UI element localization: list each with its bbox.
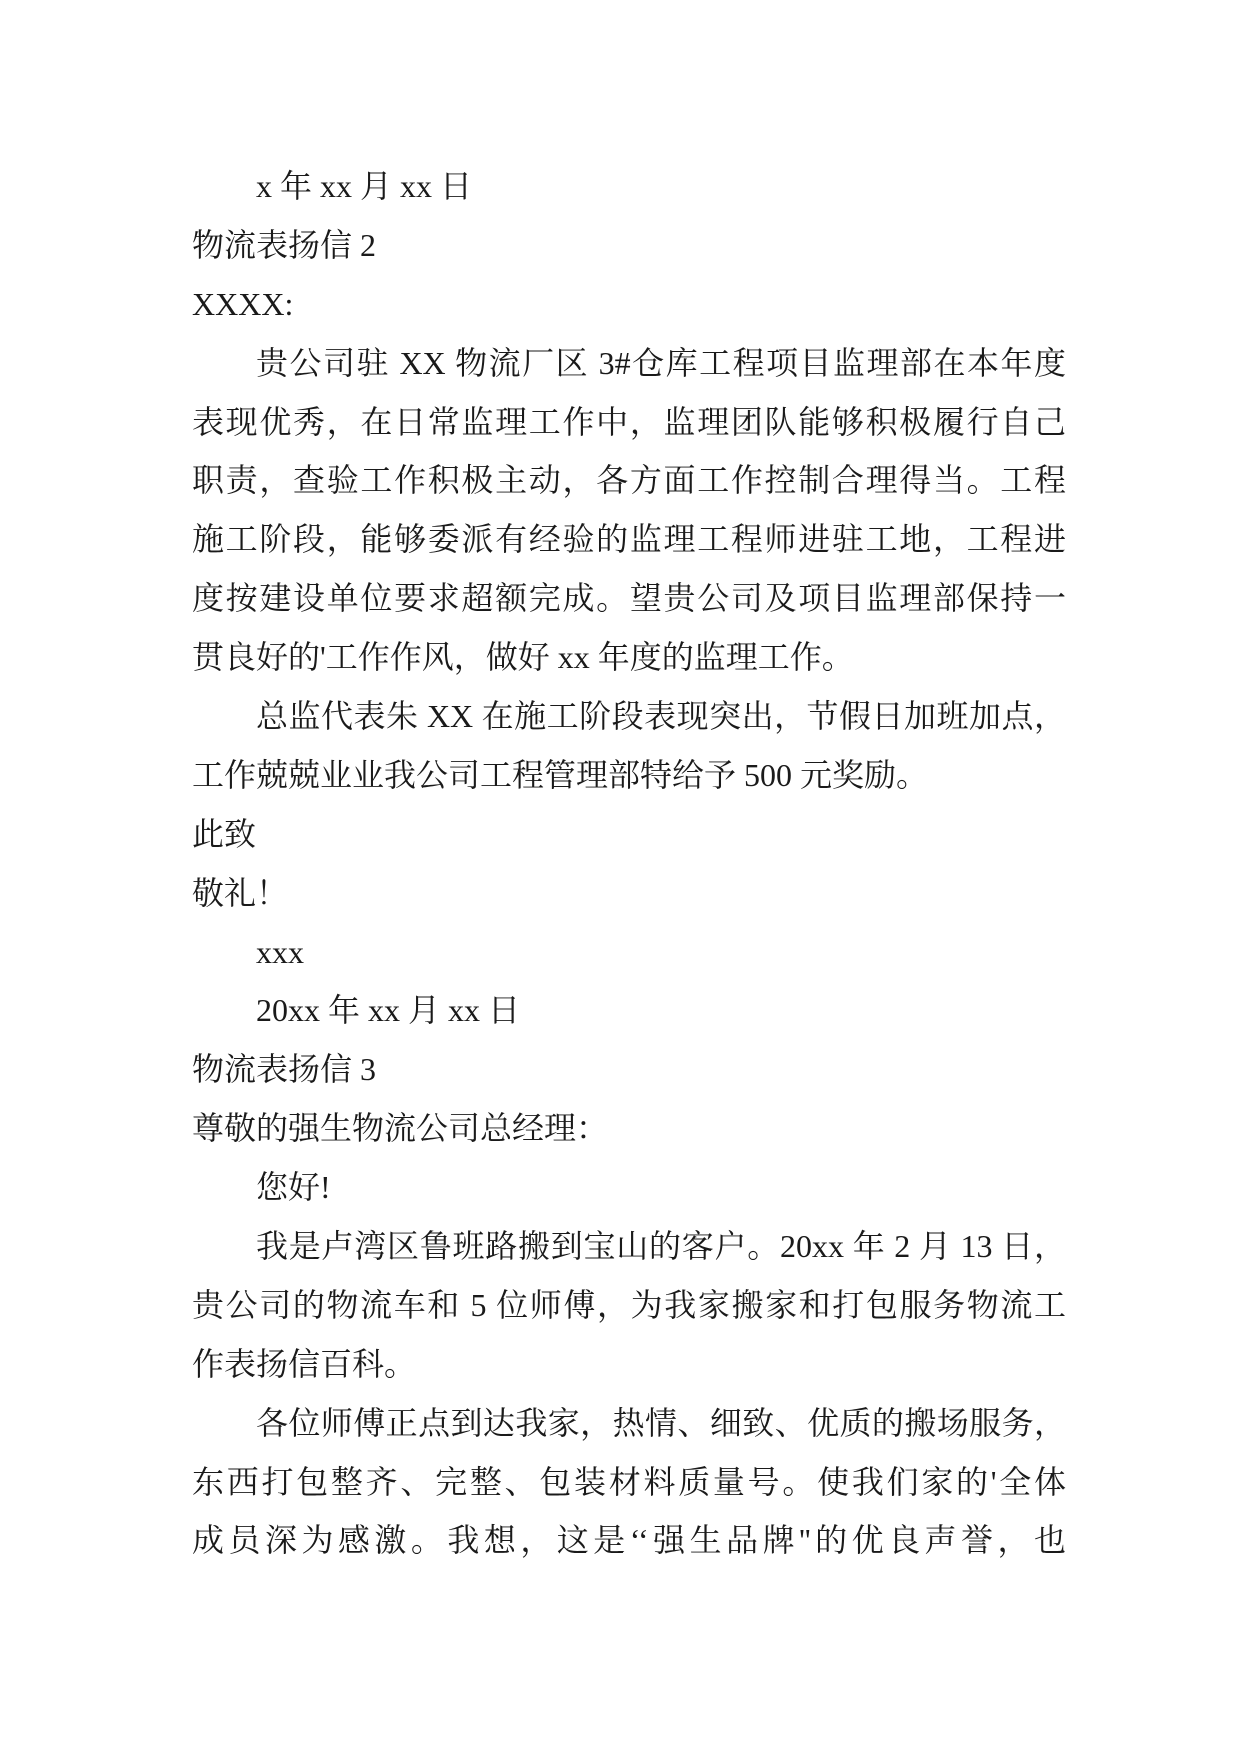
paragraph-line: 成员深为感激。我想，这是‘‘强生品牌''的优良声誉，也 [192, 1522, 1066, 1559]
paragraph-line: 东西打包整齐、完整、包装材料质量号。使我们家的'全体 [192, 1463, 1066, 1500]
letter2-signature: xxx [256, 933, 304, 970]
paragraph-line: 我是卢湾区鲁班路搬到宝山的客户。20xx 年 2 月 13 日， [256, 1228, 1066, 1265]
paragraph-line: 各位师傅正点到达我家，热情、细致、优质的搬场服务， [256, 1404, 1066, 1441]
paragraph-line: 贵公司的物流车和 5 位师傅，为我家搬家和打包服务物流工 [192, 1286, 1066, 1323]
paragraph-line: 度按建设单位要求超额完成。望贵公司及项目监理部保持一 [192, 580, 1066, 617]
document-body [192, 157, 1066, 1570]
letter2-regards: 敬礼！ [192, 874, 289, 911]
paragraph-line: 总监代表朱 XX 在施工阶段表现突出，节假日加班加点， [256, 698, 1066, 735]
letter3-paragraph-1 [192, 1217, 1066, 1394]
letter2-date: 20xx 年 xx 月 xx 日 [256, 992, 521, 1029]
paragraph-line: 工作兢兢业业我公司工程管理部特给予 500 元奖励。 [192, 756, 929, 793]
letter2-closing: 此致 [192, 815, 257, 852]
letter3-paragraph-2 [192, 1394, 1066, 1571]
paragraph-line: 职责，查验工作积极主动，各方面工作控制合理得当。工程 [192, 462, 1066, 499]
paragraph-line: 贵公司驻 XX 物流厂区 3#仓库工程项目监理部在本年度 [256, 344, 1066, 381]
letter3-title: 物流表扬信 3 [192, 1051, 377, 1088]
letter2-paragraph-1 [192, 334, 1066, 687]
letter3-salutation: 尊敬的强生物流公司总经理： [192, 1110, 609, 1147]
paragraph-line: 施工阶段，能够委派有经验的监理工程师进驻工地，工程进 [192, 521, 1066, 558]
letter3-greeting: 您好! [256, 1169, 331, 1206]
paragraph-line: 贯良好的'工作作风，做好 xx 年度的监理工作。 [192, 639, 854, 676]
letter1-date: x 年 xx 月 xx 日 [256, 168, 473, 204]
letter2-title: 物流表扬信 2 [192, 226, 377, 263]
letter2-paragraph-2 [192, 687, 1066, 805]
letter2-salutation: XXXX: [192, 285, 294, 322]
paragraph-line: 表现优秀，在日常监理工作中，监理团队能够积极履行自己 [192, 403, 1066, 440]
paragraph-line: 作表扬信百科。 [192, 1345, 417, 1382]
